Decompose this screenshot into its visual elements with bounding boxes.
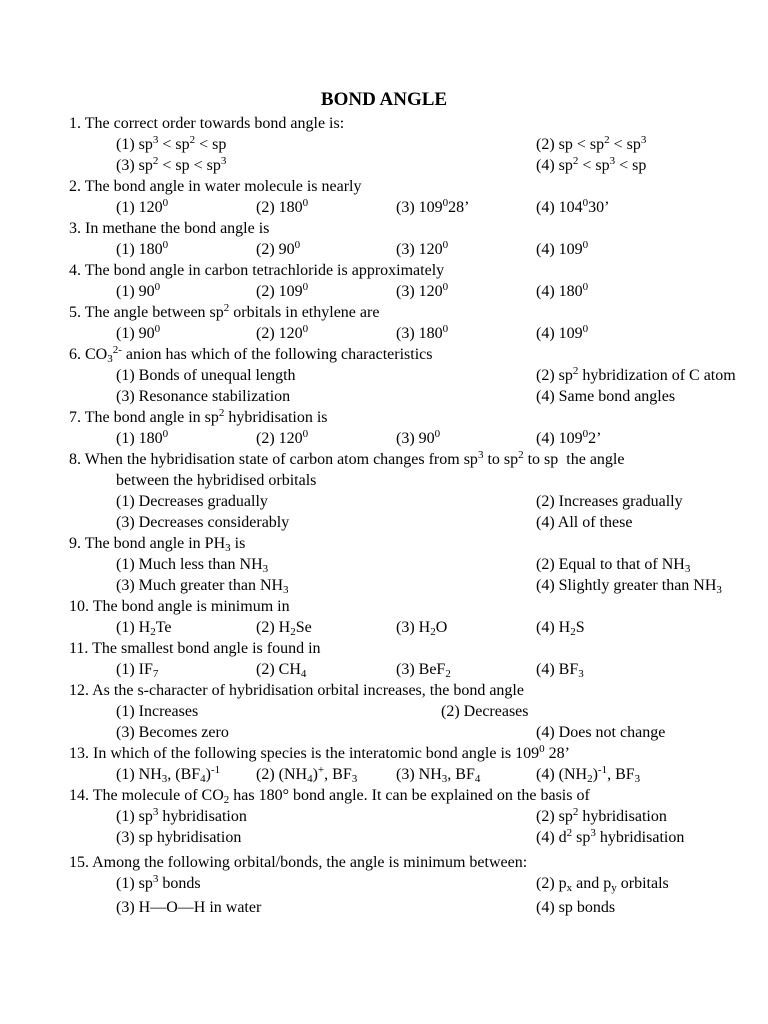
option-2: (2) Increases gradually [536, 493, 683, 510]
question-2 [69, 176, 749, 218]
option-3: (3) BeF$_2$ [396, 661, 451, 680]
options-row [69, 428, 749, 449]
option-1: (1) Increases [116, 703, 199, 720]
option-3: (3) $sp^2$ < sp < $sp^3$ [116, 155, 227, 174]
option-4: (4) $d^2$ $sp^3$ hybridisation [536, 827, 685, 846]
question-text: 9. The bond angle in $PH_3$ is [69, 535, 246, 554]
question-text: 7. The bond angle in $sp^2$ hybridisation is [69, 407, 328, 426]
question-text: 10. The bond angle is minimum in [69, 598, 290, 615]
page-title: BOND ANGLE [320, 89, 448, 110]
option-1: (1) Decreases gradually [116, 493, 268, 510]
question-text: 3. In methane the bond angle is [69, 220, 270, 237]
options-row [69, 575, 749, 596]
options-row [69, 617, 749, 638]
question-text: 4. The bond angle in carbon tetrachloride is approximately [69, 262, 445, 279]
option-1: (1) $180^0$ [116, 239, 169, 258]
option-4: (4) sp bonds [536, 899, 616, 916]
option-4: (4) Does not change [536, 724, 666, 741]
options-row [69, 873, 749, 897]
option-2: (2) Decreases [441, 703, 529, 720]
options-row [69, 722, 749, 743]
option-3: (3) $120^0$ [396, 239, 449, 258]
option-4: (4) $sp^2 < sp^3$ < sp [536, 155, 647, 174]
option-2: (2) $sp^2$ hybridisation [536, 806, 667, 825]
question-text: 1. The correct order towards bond angle is: [69, 115, 345, 132]
option-3: (3) $H_2O$ [396, 619, 448, 638]
options-row [69, 365, 749, 386]
option-4: (4) $109^0$ [536, 239, 589, 258]
option-3: (3) $109^028$’ [396, 197, 470, 216]
options-row [69, 806, 749, 827]
question-text: 2. The bond angle in water molecule is nearly [69, 178, 362, 195]
options-row [69, 897, 749, 921]
option-1: (1) $sp^3$ bonds [116, 873, 201, 892]
option-1: (1) $NH_3$, $(BF_4)^{-1}$ [116, 764, 221, 785]
option-2: (2) sp < $sp^2 < sp^3$ [536, 134, 647, 153]
option-1: (1) $sp^3 < sp^2$ < sp [116, 134, 227, 153]
option-2: (2) $109^0$ [256, 281, 309, 300]
option-3: (3) sp hybridisation [116, 829, 242, 846]
option-2: (2) $120^0$ [256, 428, 309, 447]
option-2: (2) $(NH_4)^+$, $BF_3$ [256, 764, 358, 785]
option-2: (2) $180^0$ [256, 197, 309, 216]
question-list [69, 113, 749, 921]
option-1: (1) $180^0$ [116, 428, 169, 447]
option-1: (1) $sp^3$ hybridisation [116, 806, 247, 825]
option-4: (4) $180^0$ [536, 281, 589, 300]
option-2: (2) $p_x$ and $p_y$ orbitals [536, 875, 669, 894]
option-2: (2) $sp^2$ hybridization of C atom [536, 365, 736, 384]
option-3: (3) $180^0$ [396, 323, 449, 342]
question-5 [69, 302, 749, 344]
question-9 [69, 533, 749, 596]
question-text: 6. $CO_3^{2-}$ anion has which of the following characteristics [69, 344, 433, 365]
question-10 [69, 596, 749, 638]
question-text: 11. The smallest bond angle is found in [69, 640, 321, 657]
question-text: 15. Among the following orbital/bonds, the angle is minimum between: [69, 854, 528, 871]
question-13 [69, 743, 749, 785]
option-3: (3) Resonance stabilization [116, 388, 291, 405]
options-row [69, 491, 749, 512]
options-row [69, 764, 749, 785]
options-row [69, 827, 749, 848]
option-1: (1) $IF_7$ [116, 661, 159, 680]
options-row [69, 386, 749, 407]
options-row [69, 197, 749, 218]
options-row [69, 323, 749, 344]
option-4: (4) $(NH_2)^{-1}$, $BF_3$ [536, 764, 641, 785]
options-row [69, 512, 749, 533]
option-3: (3) Decreases considerably [116, 514, 290, 531]
option-2: (2) $120^0$ [256, 323, 309, 342]
question-4 [69, 260, 749, 302]
question-6 [69, 344, 749, 407]
option-4: (4) Same bond angles [536, 388, 676, 405]
option-4: (4) $104^030$’ [536, 197, 610, 216]
options-row [69, 701, 749, 722]
option-1: (1) $90^0$ [116, 281, 161, 300]
options-row [69, 134, 749, 155]
question-text: 5. The angle between $sp^2$ orbitals in ethylene are [69, 302, 380, 321]
options-row [69, 155, 749, 176]
option-1: (1) Much less than $NH_3$ [116, 556, 269, 575]
question-14 [69, 785, 749, 848]
option-1: (1) $H_2Te$ [116, 619, 172, 638]
question-12 [69, 680, 749, 743]
option-4: (4) All of these [536, 514, 633, 531]
option-1: (1) $90^0$ [116, 323, 161, 342]
options-row [69, 239, 749, 260]
question-text: 8. When the hybridisation state of carbon atom changes from $sp^3$ to $sp^2$ to sp the angle [69, 449, 625, 468]
option-3: (3) H—O—H in water [116, 899, 262, 916]
option-3: (3) Much greater than $NH_3$ [116, 577, 289, 596]
option-2: (2) Equal to that of $NH_3$ [536, 556, 691, 575]
option-3: (3) Becomes zero [116, 724, 229, 741]
option-4: (4) $109^0$ [536, 323, 589, 342]
question-text-continued: between the hybridised orbitals [116, 472, 317, 489]
question-7 [69, 407, 749, 449]
option-4: (4) $109^02$’ [536, 428, 602, 447]
options-row [69, 281, 749, 302]
options-row [69, 554, 749, 575]
question-text: 12. As the s-character of hybridisation orbital increases, the bond angle [69, 682, 524, 699]
option-2: (2) $H_2Se$ [256, 619, 312, 638]
option-1: (1) $120^0$ [116, 197, 169, 216]
question-3 [69, 218, 749, 260]
option-2: (2) $CH_4$ [256, 661, 307, 680]
question-text: 13. In which of the following species is the interatomic bond angle is $109^0$ 28’ [69, 743, 570, 762]
option-4: (4) $BF_3$ [536, 661, 584, 680]
option-1: (1) Bonds of unequal length [116, 367, 296, 384]
question-text: 14. The molecule of $CO_2$ has 180° bond angle. It can be explained on the basis of [69, 787, 590, 806]
option-4: (4) $H_2S$ [536, 619, 585, 638]
option-2: (2) $90^0$ [256, 239, 301, 258]
question-1 [69, 113, 749, 176]
option-4: (4) Slightly greater than $NH_3$ [536, 577, 722, 596]
question-15 [69, 852, 749, 921]
option-3: (3) $90^0$ [396, 428, 441, 447]
options-row [69, 659, 749, 680]
question-11 [69, 638, 749, 680]
option-3: (3) $120^0$ [396, 281, 449, 300]
question-8 [69, 449, 749, 533]
option-3: (3) $NH_3$, $BF_4$ [396, 766, 481, 785]
